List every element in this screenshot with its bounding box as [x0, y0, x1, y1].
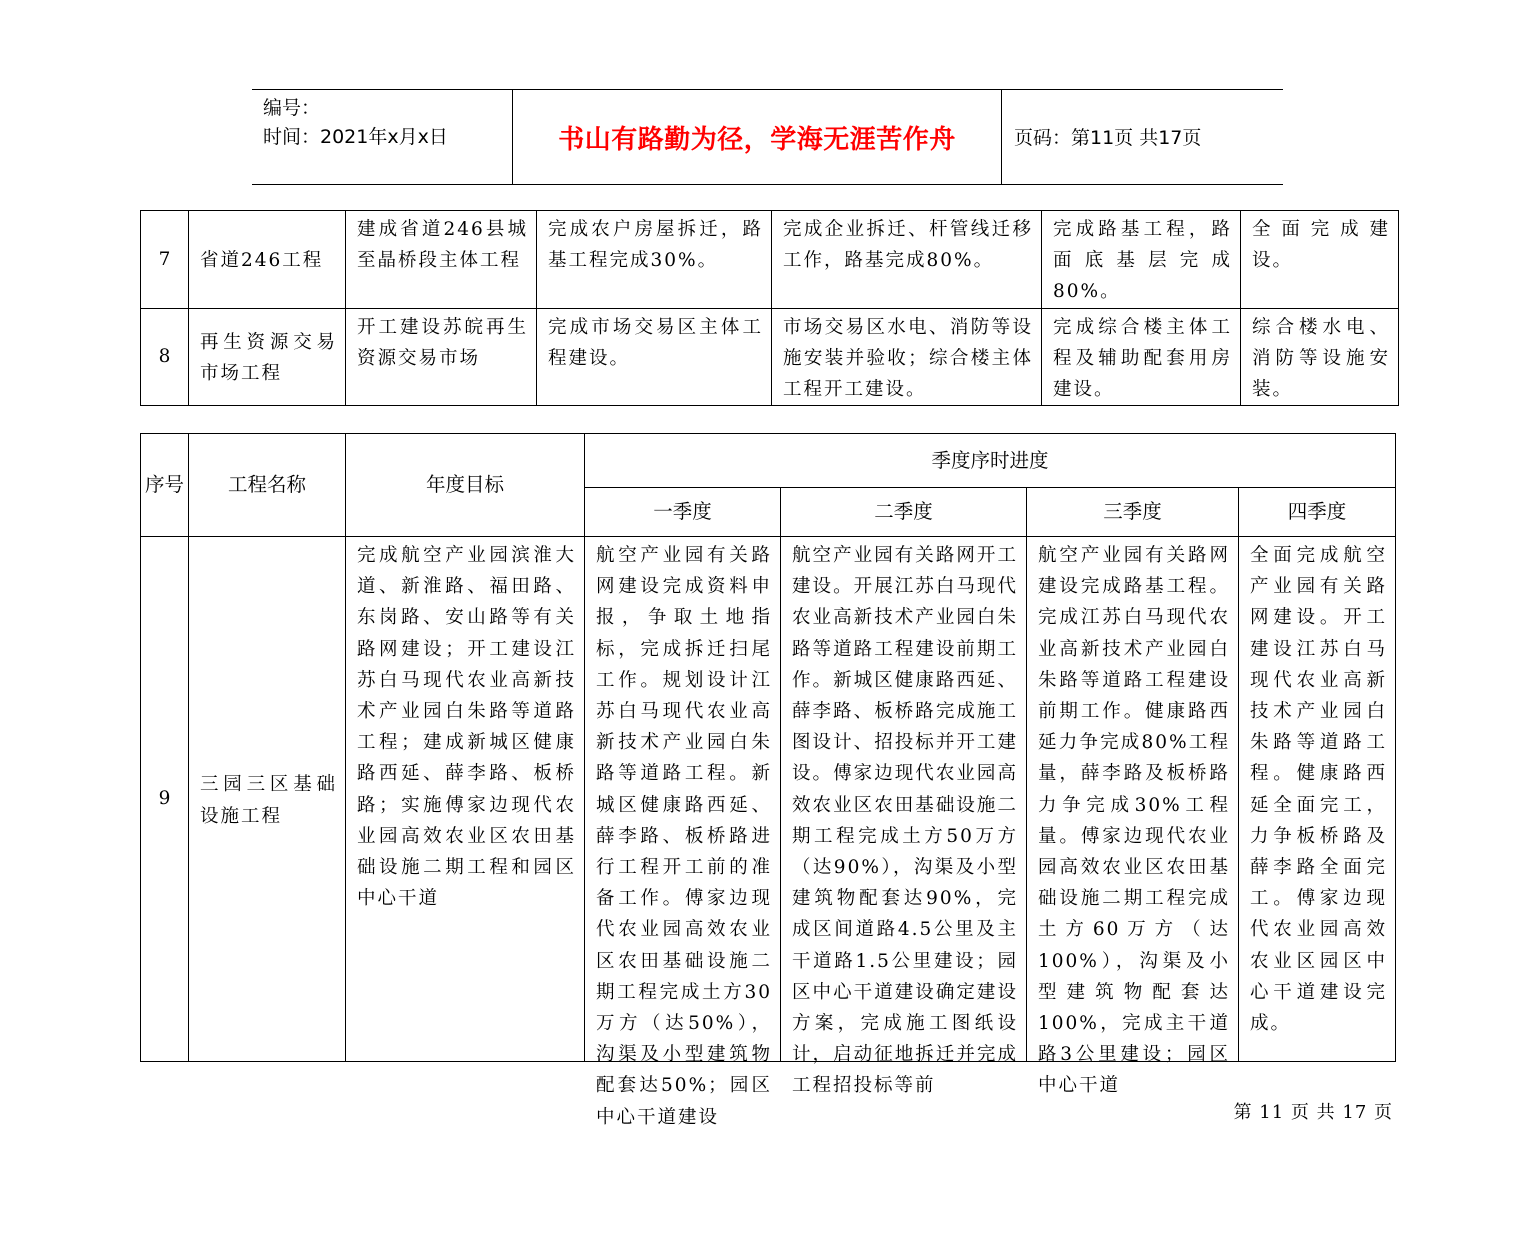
- header-seq: 序号: [141, 434, 189, 537]
- row-seq: 7: [141, 211, 189, 309]
- document-time-label: 时间：2021年x月x日: [263, 126, 448, 148]
- project-table-continued: [140, 210, 1399, 406]
- header-page-label: 页码：第11页 共17页: [1014, 126, 1202, 149]
- row-q3: 完成综合楼主体工程及辅助配套用房建设。: [1042, 308, 1241, 406]
- header-project-name: 工程名称: [189, 434, 346, 537]
- row-q4: 综合楼水电、消防等设施安装。: [1241, 308, 1399, 406]
- row-q2: 完成企业拆迁、杆管线迁移工作，路基完成80%。: [772, 211, 1042, 309]
- row-annual-goal: 完成航空产业园滨淮大道、新淮路、福田路、东岗路、安山路等有关路网建设；开工建设江苏白马现代农业高新技术产业园白朱路等道路工程；建成新城区健康路西延、薛李路、板桥路；实施傅家边现代农业园高效农业区农田基础设施二期工程和园区中心干道: [357, 545, 576, 910]
- page-footer: 第 11 页 共 17 页: [1233, 1102, 1393, 1123]
- table-row: [141, 537, 1396, 1062]
- row-seq: 9: [141, 537, 189, 1062]
- row-project-name: 三园三区基础设施工程: [189, 537, 346, 1062]
- header-meta: [252, 90, 513, 184]
- table-header-row: [141, 434, 1396, 488]
- row-q1: 完成市场交易区主体工程建设。: [537, 308, 772, 406]
- row-q2: 航空产业园有关路网开工建设。开展江苏白马现代农业高新技术产业园白朱路等道路工程建设前期工作。新城区健康路西延、薛李路、板桥路完成施工图设计、招投标并开工建设。傅家边现代农业园高效农业区农田基础设施二期工程完成土方50万方（达90%），沟渠及小型建筑物配套达90%，完成区间道路4.5公里及主干道路1.5公里建设；园区中心干道建设确定建设方案，完成施工图纸设计，启动征地拆迁并完成工程招投标等前: [792, 545, 1018, 1097]
- row-seq: 8: [141, 308, 189, 406]
- table-row: [141, 308, 1399, 406]
- page-header: [252, 89, 1283, 185]
- header-q4: 四季度: [1239, 488, 1396, 537]
- row-q4: 全面完成航空产业园有关路网建设。开工建设江苏白马现代农业高新技术产业园白朱路等道路工程。健康路西延全面完工，力争板桥路及薛李路全面完工。傅家边现代农业园高效农业区园区中心干道建设完成。: [1250, 545, 1388, 1035]
- row-q3: 完成路基工程，路面底基层完成80%。: [1042, 211, 1241, 309]
- row-q2: 市场交易区水电、消防等设施安装并验收；综合楼主体工程开工建设。: [772, 308, 1042, 406]
- row-q4: 全面完成建设。: [1241, 211, 1399, 309]
- row-project-name: 再生资源交易市场工程: [189, 308, 346, 406]
- document-number-label: 编号：: [263, 97, 321, 119]
- row-q1: 航空产业园有关路网建设完成资料申报，争取土地指标，完成拆迁扫尾工作。规划设计江苏白马现代农业高新技术产业园白朱路等道路工程。新城区健康路西延、薛李路、板桥路进行工程开工前的准备工作。傅家边现代农业园高效农业区农田基础设施二期工程完成土方30万方（达50%），沟渠及小型建筑物配套达50%；园区中心干道建设: [596, 545, 772, 1128]
- row-q1: 完成农户房屋拆迁，路基工程完成30%。: [537, 211, 772, 309]
- row-annual-goal: 建成省道246县城至晶桥段主体工程: [346, 211, 537, 309]
- header-q3: 三季度: [1027, 488, 1239, 537]
- row-project-name: 省道246工程: [189, 211, 346, 309]
- header-quarterly-progress: 季度序时进度: [585, 434, 1396, 488]
- header-motto: 书山有路勤为径，学海无涯苦作舟: [513, 90, 1002, 184]
- header-annual-goal: 年度目标: [346, 434, 585, 537]
- header-q2: 二季度: [781, 488, 1027, 537]
- table-row: [141, 211, 1399, 309]
- row-annual-goal: 开工建设苏皖再生资源交易市场: [346, 308, 537, 406]
- row-q3: 航空产业园有关路网建设完成路基工程。完成江苏白马现代农业高新技术产业园白朱路等道路工程建设前期工作。健康路西延力争完成80%工程量，薛李路及板桥路力争完成30%工程量。傅家边现代农业园高效农业区农田基础设施二期工程完成土方60万方（达100%），沟渠及小型建筑物配套达100%，完成主干道路3公里建设；园区中心干道: [1038, 545, 1230, 1097]
- header-q1: 一季度: [585, 488, 781, 537]
